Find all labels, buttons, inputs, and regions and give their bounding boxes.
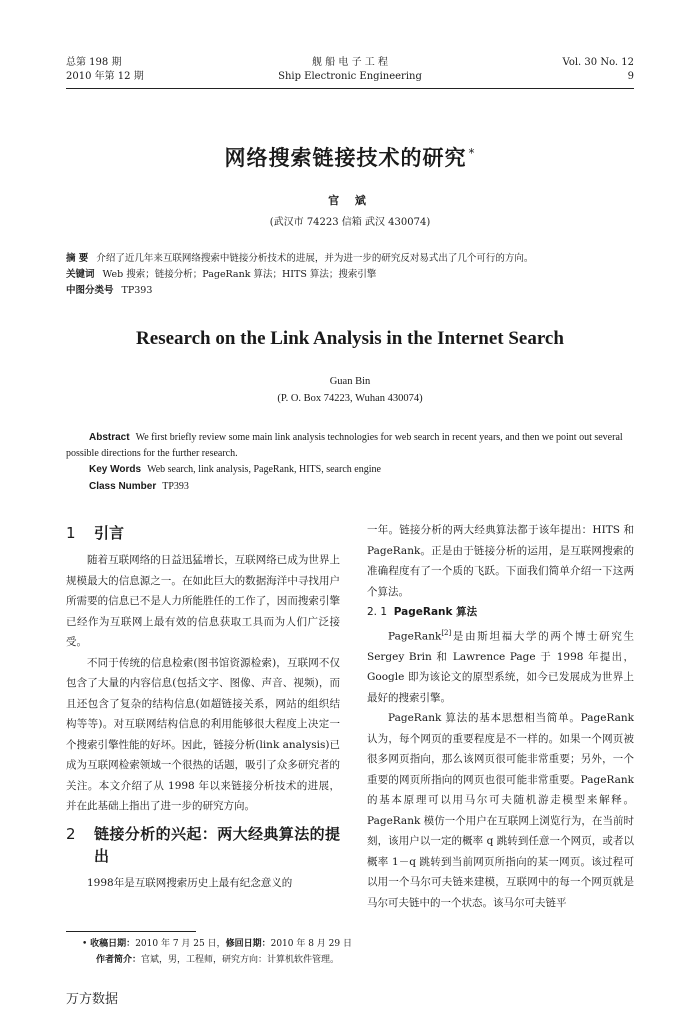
abstract-cn-text: 介绍了近几年来互联网络搜索中链接分析技术的进展，并为进一步的研究反对易式出了几个可行的方向。 [96,253,534,264]
section-1-paragraph: 随着互联网络的日益迅猛增长，互联网络已成为世界上规模最大的信息源之一。在如此巨大的数据海洋中寻找用户所需要的信息已不是人力所能胜任的工作了，因而搜索引擎已经作为互联网上最有效的信息获取工具而为人们广泛接受。 [66,554,340,648]
abstract-cn [66,252,634,265]
volume-number: Vol. 30 No. 12 [562,57,634,68]
body-column-right [367,520,634,913]
body-column-left [66,520,340,893]
footnote-dates: • 收稿日期：2010 年 7 月 25 日，修回日期：2010 年 8 月 29 日 [82,939,352,949]
abstract-cn-label: 摘 要 [66,253,89,264]
issue-total: 总第 198 期 [66,57,122,68]
section-2-paragraph-cont: 一年。链接分析的两大经典算法都于该年提出：HITS 和 PageRank。正是由于链接分析的运用，是互联网搜索的准确程度有了一个质的飞跃。下面我们简单介绍一下这两个算法。 [367,524,634,598]
keywords-cn [66,268,634,281]
header-divider [66,88,634,89]
class-number-cn [66,284,634,297]
author-en: Guan Bin [329,376,371,387]
keywords-cn-label: 关键词 [66,269,95,280]
footnote-divider [66,931,196,932]
watermark: 万方数据 [66,992,119,1007]
abstract-en-label: Abstract [89,432,130,443]
pagerank-principle-paragraph: PageRank 算法的基本思想相当简单。PageRank 认为，每个网页的重要程度是不一样的。如果一个网页被很多网页指向，那么该网页很可能非常重要；另外，一个重要的网页所指向的网页也很可能非常重要。PageRank 的基本原理可以用马尔可夫随机游走模型来解释。PageRank 模仿一个用户在互联网上浏览行为，在当前时刻，该用户以一定的概率 q 跳转到任意一个网页，或者以概率 1－q 跳转到当前网页所指向的某一网页。该过程可以用一个马尔可夫链来建模，互联网中的每一个网页就是马尔可夫链中的一个状态。该马尔可夫链平 [367,712,634,909]
class-cn-label: 中图分类号 [66,285,114,296]
section-2-paragraph: 1998年是互联网搜索历史上最有纪念意义的 [87,876,293,889]
journal-name-en: Ship Electronic Engineering [278,71,422,82]
section-1-heading: 1 引言 [66,524,125,542]
keywords-cn-text: Web 搜索；链接分析；PageRank 算法；HITS 算法；搜索引擎 [102,269,377,280]
affiliation-en: (P. O. Box 74223, Wuhan 430074) [277,393,423,404]
citation-ref: [2] [441,628,452,637]
class-cn-text: TP393 [121,285,153,296]
title-footnote-mark: * [468,146,476,160]
header-center [66,56,634,84]
class-number-en [89,480,634,494]
page-number: 9 [627,71,634,82]
title-en: Research on the Link Analysis in the Internet Search [136,328,564,349]
running-header [66,52,634,88]
header-right [563,56,634,84]
affiliation-cn: (武汉市 74223 信箱 武汉 430074) [269,217,431,228]
pagerank-intro-paragraph: PageRank[2]是由斯坦福大学的两个博士研究生 Sergey Brin 和 Lawrence Page 于 1998 年提出，Google 即为该论文的原型系统，如今已发展成为世界上最好的搜索引擎。 [367,628,634,704]
class-en-label: Class Number [89,481,157,492]
footnote-author-bio: 作者简介：官斌，男，工程师，研究方向：计算机软件管理。 [96,955,340,965]
issue-year: 2010 年第 12 期 [66,71,144,82]
keywords-en-label: Key Words [89,464,142,475]
author-cn: 官 斌 [328,194,372,207]
keywords-en-text: Web search, link analysis, PageRank, HITS, search engine [147,464,381,475]
abstract-en [66,430,634,462]
journal-name-cn: 舰 船 电 子 工 程 [312,57,388,68]
keywords-en [89,463,634,477]
abstract-en-text: We first briefly review some main link analysis technologies for web search in recent years, and then we point out several possible directions for the further research. [66,432,623,459]
section-2-heading: 2 链接分析的兴起：两大经典算法的提出 [66,824,340,865]
section-1-paragraph: 不同于传统的信息检索(图书馆资源检索)，互联网不仅包含了大量的内容信息(包括文字、图像、声音、视频)，而且还包含了复杂的结构信息(如超链接关系，网站的组织结构等等)。对互联网结构信息的利用能够很大程度上决定一个搜索引擎性能的好坏。因此，链接分析(link analysis)已成为互联网检索领域一个很热的话题，吸引了众多研究者的关注。本文介绍了从 1998 年以来链接分析技术的进展，并在此基础上指出了进一步的研究方向。 [66,656,340,812]
class-en-text: TP393 [162,481,189,492]
title-cn: 网络搜索链接技术的研究 * [224,146,476,170]
subsection-2-1-heading: 2. 1 PageRank 算法 [367,606,478,618]
